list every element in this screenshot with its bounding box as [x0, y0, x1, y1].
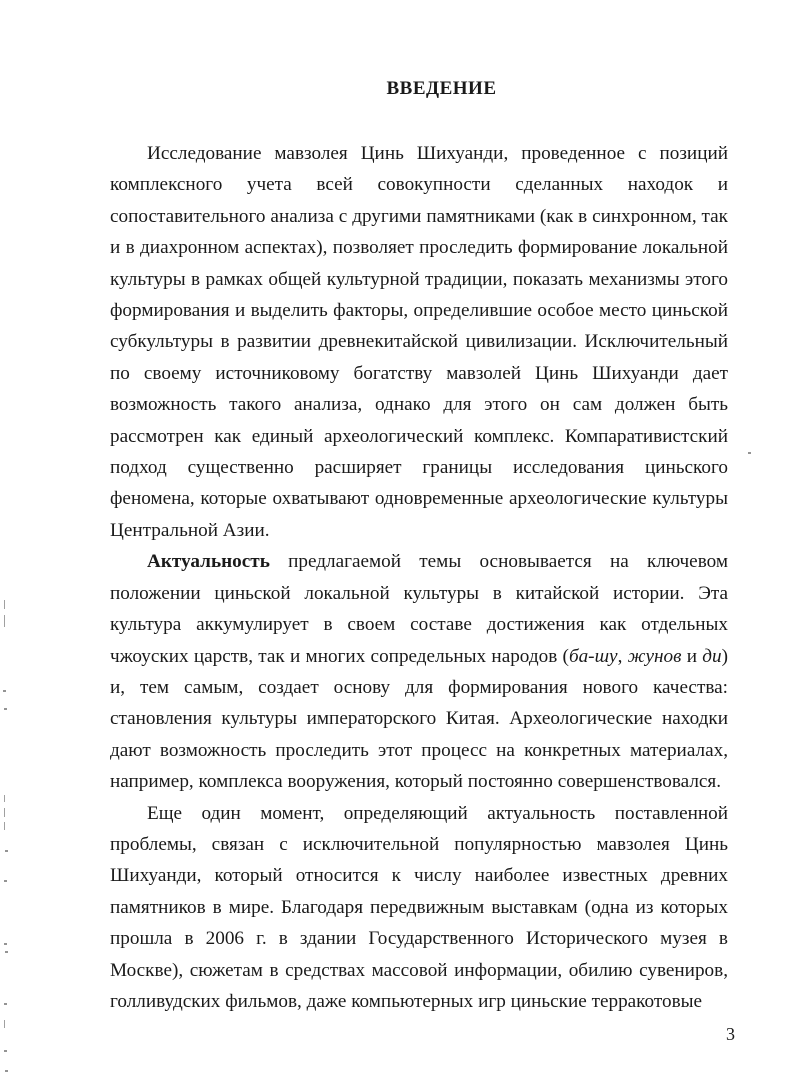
scan-mark	[3, 690, 6, 692]
section-heading: ВВЕДЕНИЕ	[386, 78, 497, 99]
scan-mark	[4, 795, 5, 802]
scan-mark	[5, 1070, 8, 1072]
scan-mark	[4, 600, 5, 609]
term-zhuny: жунов	[627, 645, 682, 667]
term-ba-shu: ба-шу	[568, 645, 618, 667]
scan-mark	[4, 708, 7, 710]
scan-mark	[4, 808, 5, 817]
body-text	[110, 138, 728, 1017]
relevance-text-b: ) и, тем самым, создает основу для формирования нового качества: становления культуры императорского Китая. Археологические находки дают возможность проследить этот процесс на конкретных материалах, например, комплекса вооружения, который постоянно совершенствовался.	[110, 645, 728, 793]
paragraph-intro: Исследование мавзолея Цинь Шихуанди, проведенное с позиций комплексного учета всей совокупности сделанных находок и сопоставительного анализа с другими памятниками (как в синхронном, так и в диахронном аспектах), позволяет проследить формирование локальной культуры в рамках общей культурной традиции, показать механизмы этого формирования и выделить факторы, определившие особое место циньской субкультуры в развитии древнекитайской цивилизации. Исключительный по своему источниковому богатству мавзолей Цинь Шихуанди дает возможность такого анализа, однако для этого он сам должен быть рассмотрен как единый археологический комплекс. Компаративистский подход существенно расширяет границы исследования циньского феномена, которые охватывают одновременные археологические культуры Центральной Азии.	[110, 143, 728, 541]
scan-mark	[4, 1020, 5, 1028]
paragraph-relevance	[110, 546, 728, 797]
scan-mark	[4, 943, 7, 945]
term-separator-2: и	[681, 645, 703, 667]
scan-mark	[748, 452, 751, 454]
scan-mark	[4, 822, 5, 830]
scan-mark	[4, 1003, 7, 1005]
scan-mark	[5, 850, 8, 852]
term-di: ди	[702, 645, 722, 667]
page-number: 3	[726, 1024, 735, 1044]
scan-mark	[4, 880, 7, 882]
scan-mark	[5, 951, 8, 953]
term-separator-1: ,	[617, 645, 628, 667]
relevance-text-a: предлагаемой темы основывается на ключевом положении циньской локальной культуры в китайской истории. Эта культура аккумулирует в своем составе достижения как отдельных чжоуских царств, так и многих сопредельных народов (	[110, 551, 728, 667]
scan-mark	[4, 615, 5, 627]
paragraph-popularity: Еще один момент, определяющий актуальность поставленной проблемы, связан с исключительной популярностью мавзолея Цинь Шихуанди, который относится к числу наиболее известных древних памятников в мире. Благодаря передвижным выставкам (одна из которых прошла в 2006 г. в здании Государственного Исторического музея в Москве), сюжетам в средствах массовой информации, обилию сувениров, голливудских фильмов, даже компьютерных игр циньские терракотовые	[110, 802, 728, 1012]
relevance-lead-term: Актуальность	[147, 551, 270, 573]
scan-mark	[4, 1050, 7, 1052]
